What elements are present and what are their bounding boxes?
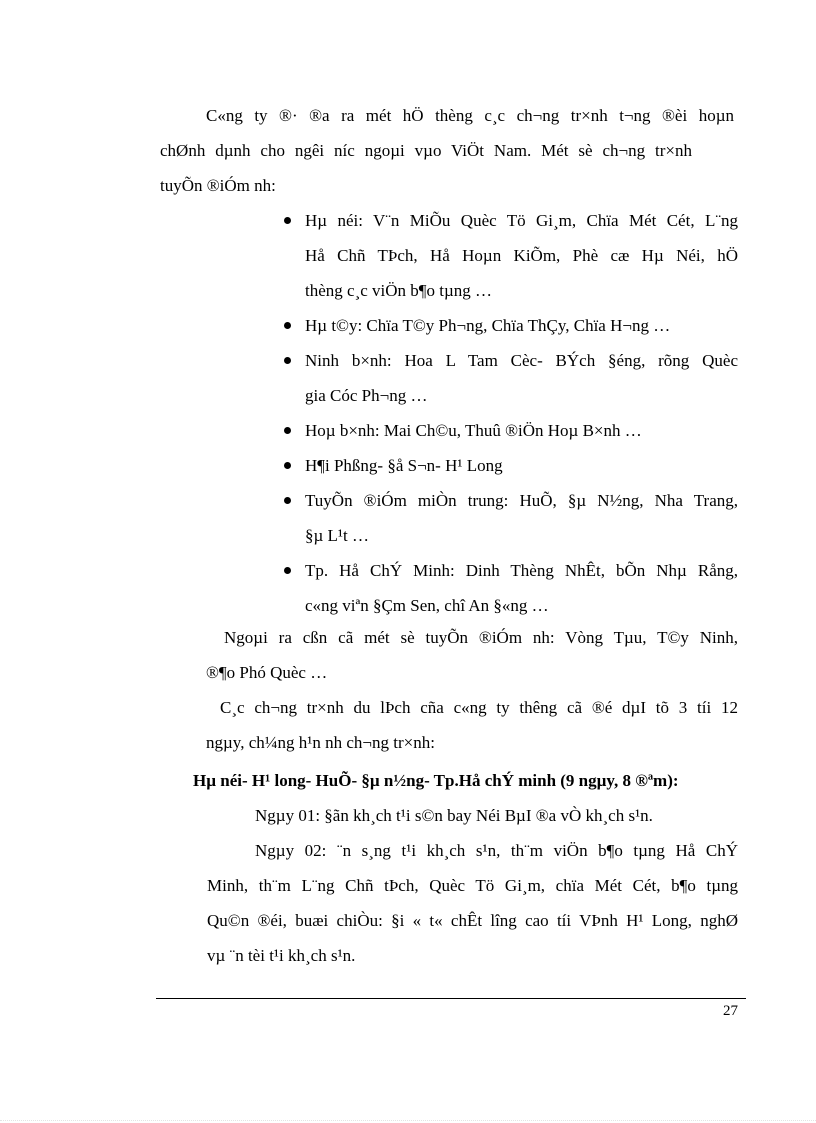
- list-item: [268, 343, 738, 413]
- day-02-line: Minh, th¨m L¨ng Chñ tÞch, Quèc Tö Gi¸m, chïa Mét Cét, b¶o tµng: [207, 876, 738, 895]
- list-item: [268, 308, 738, 343]
- list-item-line: §µ L¹t …: [305, 526, 369, 545]
- list-item-line: c«ng viªn §Çm Sen, chî An §«ng …: [305, 596, 549, 615]
- programs-paragraph: [206, 690, 738, 760]
- list-item-line: Hµ néi: V¨n MiÕu Quèc Tö Gi¸m, Chïa Mét Cét, L¨ng: [305, 211, 738, 230]
- list-item-line: Tp. Hå ChÝ Minh: Dinh Thèng NhÊt, bÕn Nhµ Rång,: [305, 561, 738, 580]
- list-item-line: thèng c¸c viÖn b¶o tµng …: [305, 281, 492, 300]
- list-item-line: Hoµ b×nh: Mai Ch©u, Thuû ®iÖn Hoµ B×nh …: [305, 421, 642, 440]
- list-item-line: TuyÕn ®iÓm miÒn trung: HuÕ, §µ N½ng, Nha Trang,: [305, 491, 738, 510]
- list-item-line: Hµ t©y: Chïa T©y Ph¬ng, Chïa ThÇy, Chïa H¬ng …: [305, 316, 671, 335]
- itinerary-heading: Hµ néi- H¹ long- HuÕ- §µ n½ng- Tp.Hå chÝ minh (9 ngµy, 8 ®ªm):: [193, 771, 679, 790]
- bullet-dot-icon: [284, 217, 291, 224]
- additional-paragraph: [206, 620, 738, 690]
- bullet-dot-icon: [284, 497, 291, 504]
- day-02-paragraph: [207, 833, 738, 973]
- bullet-dot-icon: [284, 357, 291, 364]
- list-item-line: gia Cóc Ph¬ng …: [305, 386, 428, 405]
- footer-divider: [156, 998, 746, 999]
- day-02-line: Qu©n ®éi, buæi chiÒu: §i « t« chÊt lîng cao tíi VÞnh H¹ Long, nghØ: [207, 911, 738, 930]
- list-item-line: Hå Chñ TÞch, Hå Hoµn KiÕm, Phè cæ Hµ Néi, hÖ: [305, 246, 738, 265]
- page-edge-divider: [0, 1120, 816, 1121]
- list-item-line: H¶i Phßng- §å S¬n- H¹ Long: [305, 456, 503, 475]
- intro-line: C«ng ty ®· ®a ra mét hÖ thèng c¸c ch¬ng tr×nh t¬ng ®èi hoµn: [206, 106, 734, 125]
- list-item: [268, 483, 738, 553]
- programs-line: C¸c ch¬ng tr×nh du lÞch cña c«ng ty thêng cã ®é dµI tõ 3 tíi 12: [220, 698, 738, 717]
- list-item-line: Ninh b×nh: Hoa L Tam Cèc- BÝch §éng, rõng Quèc: [305, 351, 738, 370]
- list-item: [268, 553, 738, 623]
- additional-line: ®¶o Phó Quèc …: [206, 663, 328, 682]
- page-number: 27: [723, 1003, 738, 1019]
- bullet-dot-icon: [284, 462, 291, 469]
- destinations-list: [268, 203, 738, 623]
- day-01-paragraph: [255, 798, 738, 833]
- bullet-dot-icon: [284, 322, 291, 329]
- list-item: [268, 413, 738, 448]
- intro-paragraph: [160, 98, 734, 203]
- list-item: [268, 203, 738, 308]
- additional-line: Ngoµi ra cßn cã mét sè tuyÕn ®iÓm nh: Vòng Tµu, T©y Ninh,: [224, 628, 738, 647]
- day-02-line: Ngµy 02: ¨n s¸ng t¹i kh¸ch s¹n, th¨m viÖn b¶o tµng Hå ChÝ: [255, 841, 738, 860]
- bullet-dot-icon: [284, 427, 291, 434]
- programs-line: ngµy, ch¼ng h¹n nh ch¬ng tr×nh:: [206, 733, 435, 752]
- list-item: [268, 448, 738, 483]
- day-02-line: vµ ¨n tèi t¹i kh¸ch s¹n.: [207, 946, 356, 965]
- intro-line: chØnh dµnh cho ngêi níc ngoµi vµo ViÖt Nam. Mét sè ch¬ng tr×nh: [160, 141, 692, 160]
- day-01-line: Ngµy 01: §ãn kh¸ch t¹i s©n bay Néi BµI ®a vÒ kh¸ch s¹n.: [255, 806, 653, 825]
- intro-line: tuyÕn ®iÓm nh:: [160, 176, 276, 195]
- bullet-dot-icon: [284, 567, 291, 574]
